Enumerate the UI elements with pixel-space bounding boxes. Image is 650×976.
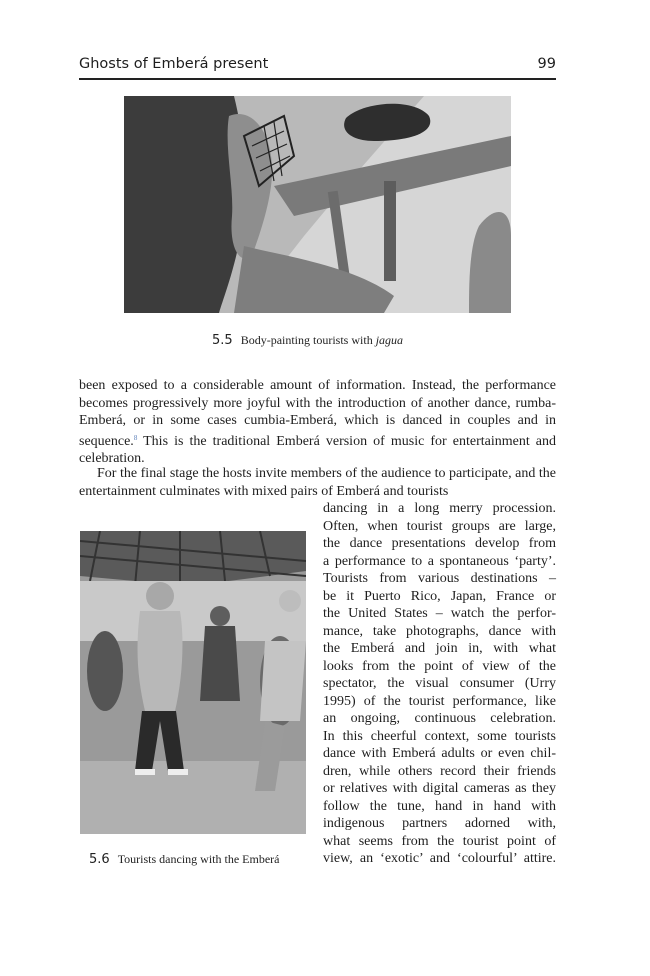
text-line: view, an ‘exotic’ and ‘colourful’ attire. [323,851,556,866]
text-line: looks from the point of view of the [323,658,556,674]
text-line: a performance to a spontaneous ‘party’. [323,553,556,569]
paragraph-column-text [323,500,556,868]
text-line: an ongoing, continuous celebration. [323,711,556,726]
figure-5-6-caption [89,852,279,867]
text-line: dancing in a long merry procession. [323,501,556,516]
figure-body-painting-photo [124,96,511,313]
text-line: the dance presentations develop from [323,536,556,551]
text-line: dance with Emberá adults or even chil- [323,746,556,761]
text-line: dren, while others record their friends [323,763,556,779]
paragraph-text: For the final stage the hosts invite members of the audience to participate, and the entertainment culminates with mixed pairs of Emberá and tourists [79,466,556,499]
page-number: 99 [537,56,556,72]
paragraph [79,377,556,468]
text-line: what seems from the tourist point of [323,833,556,849]
text-line: follow the tune, hand in hand with [323,798,556,814]
figure-number: 5.5 [212,333,233,348]
text-line: Often, when tourist groups are large, [323,518,556,534]
dancing-illustration [80,531,306,834]
text-line: 1995) of the tourist performance, like [323,693,556,709]
running-header [79,54,556,80]
caption-text: Tourists dancing with the Emberá [117,852,280,866]
text-line: be it Puerto Rico, Japan, France or [323,588,556,604]
text-line: mance, take photographs, dance with [323,623,556,639]
running-title: Ghosts of Emberá present [79,56,269,72]
text-line: spectator, the visual consumer (Urry [323,676,556,691]
footnote-marker[interactable]: 8 [133,433,138,442]
paragraph [79,465,556,500]
text-line: Tourists from various destinations – [323,571,556,586]
text-line: the United States – watch the perfor- [323,606,556,621]
text-line: the Emberá and join in, with what [323,641,556,656]
body-painting-illustration [124,96,511,313]
caption-text: Body-painting tourists with [240,333,376,347]
figure-dancing-photo [80,531,306,834]
figure-number: 5.6 [89,852,110,867]
paragraph-text-continued: This is the traditional Emberá version of music for entertainment and celebration. [79,433,556,466]
text-line: In this cheerful context, some tourists [323,728,556,744]
text-line: or relatives with digital cameras as they [323,781,556,796]
figure-5-5-caption [212,333,403,348]
paragraph-text: been exposed to a considerable amount of information. Instead, the performance becomes progressively more joyful with the introduction of another dance, rumba-Emberá, or in some cases cumbia-Emberá, which is danced in couples and in sequence. [79,378,556,449]
caption-italic-text: jagua [375,333,404,347]
text-line: indigenous partners adorned with, [323,816,556,831]
